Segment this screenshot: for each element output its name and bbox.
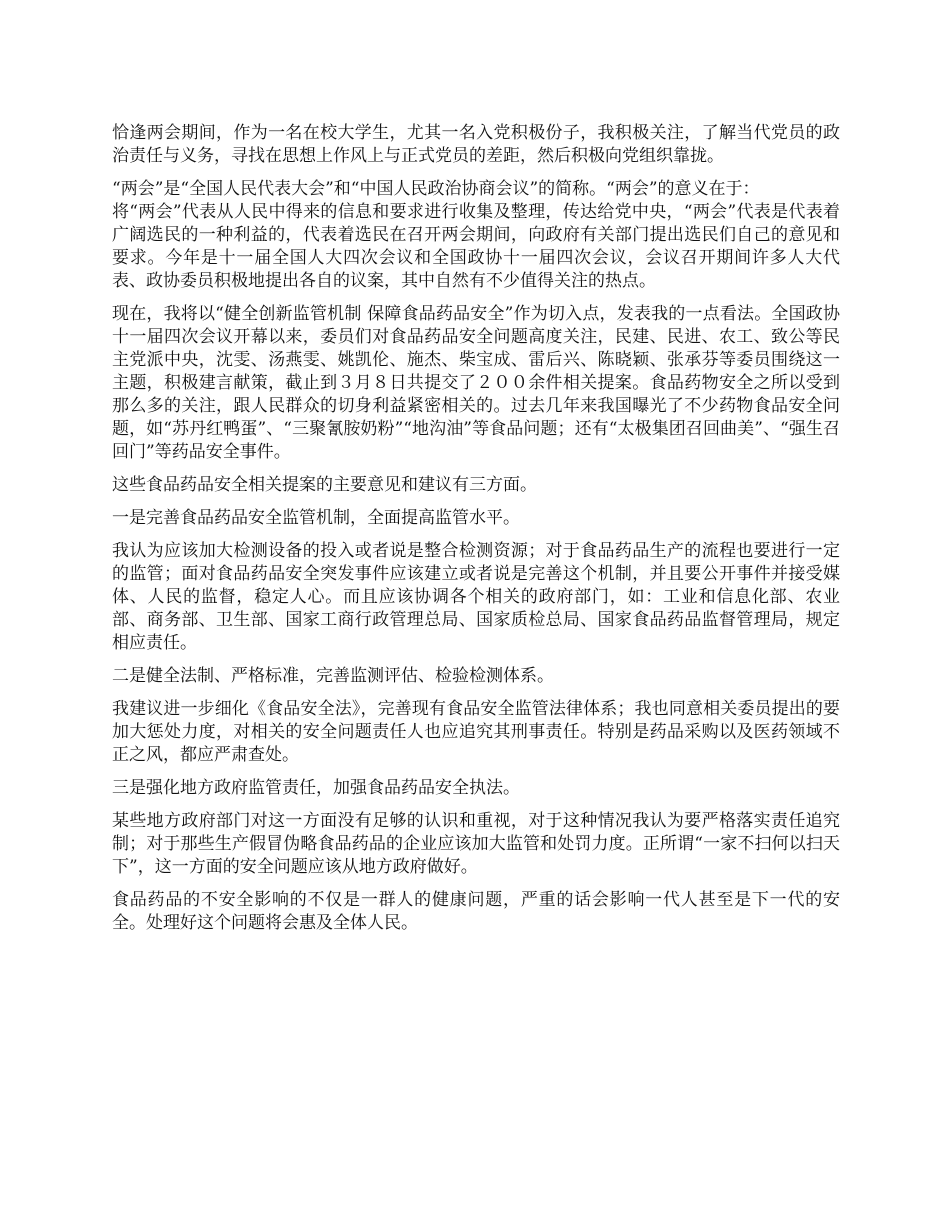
paragraph-three-aspects: 这些食品药品安全相关提案的主要意见和建议有三方面。 [112, 475, 537, 495]
paragraph-point-one: 一是完善食品药品安全监管机制，全面提高监管水平。 [112, 508, 520, 528]
paragraph-two-sessions: “两会”是“全国人民代表大会”和“中国人民政治协商会议”的简称。“两会”的意义在于： 将“两会”代表从人民中得来的信息和要求进行收集及整理，传达给党中央，“两会”代表是代表着广阔选民的一种利益的，代表着选民在召开两会期间，向政府有关部门提出选民们自己的意见和要求。今年是十一届全国人大四次会议和全国政协十一届四次会议，会议召开期间许多人大代表、政协委员积极地提出各自的议案，其中自然有不少值得关注的热点。 [112, 179, 840, 291]
paragraph-point-one-detail: 我认为应该加大检测设备的投入或者说是整合检测资源；对于食品药品生产的流程也要进行一定的监管；面对食品药品安全突发事件应该建立或者说是完善这个机制，并且要公开事件并接受媒体、人民的监督，稳定人心。而且应该协调各个相关的政府部门，如：工业和信息化部、农业部、商务部、卫生部、国家工商行政管理总局、国家质检总局、国家食品药品监督管理局，规定相应责任。 [112, 541, 840, 653]
paragraph-point-two: 二是健全法制、严格标准，完善监测评估、检验检测体系。 [112, 666, 554, 686]
paragraph-point-three: 三是强化地方政府监管责任，加强食品药品安全执法。 [112, 778, 520, 798]
paragraph-conclusion: 食品药品的不安全影响的不仅是一群人的健康问题，严重的话会影响一代人甚至是下一代的安全。处理好这个问题将会惠及全体人民。 [112, 890, 840, 933]
paragraph-point-two-detail: 我建议进一步细化《食品安全法》，完善现有食品安全监管法律体系；我也同意相关委员提出的要加大惩处力度，对相关的安全问题责任人也应追究其刑事责任。特别是药品采购以及医药领域不正之风，都应严肃查处。 [112, 699, 840, 765]
document-body [112, 122, 840, 945]
paragraph-food-drug-safety: 现在，我将以“健全创新监管机制 保障食品药品安全”作为切入点，发表我的一点看法。全国政协十一届四次会议开幕以来，委员们对食品药品安全问题高度关注，民建、民进、农工、致公等民主党派中央，沈雯、汤燕雯、姚凯伦、施杰、柴宝成、雷后兴、陈晓颖、张承芬等委员围绕这一主题，积极建言献策，截止到３月８日共提交了２００余件相关提案。食品药物安全之所以受到那么多的关注，跟人民群众的切身利益紧密相关的。过去几年来我国曝光了不少药物食品安全问题，如“苏丹红鸭蛋”、“三聚氰胺奶粉”“地沟油”等食品问题；还有“太极集团召回曲美”、“强生召回门”等药品安全事件。 [112, 304, 840, 462]
paragraph-intro: 恰逢两会期间，作为一名在校大学生，尤其一名入党积极份子，我积极关注，了解当代党员的政治责任与义务，寻找在思想上作风上与正式党员的差距，然后积极向党组织靠拢。 [112, 123, 840, 166]
paragraph-point-three-detail: 某些地方政府部门对这一方面没有足够的认识和重视，对于这种情况我认为要严格落实责任追究制；对于那些生产假冒伪略食品药品的企业应该加大监管和处罚力度。正所谓“一家不扫何以扫天下”，这一方面的安全问题应该从地方政府做好。 [112, 811, 840, 877]
